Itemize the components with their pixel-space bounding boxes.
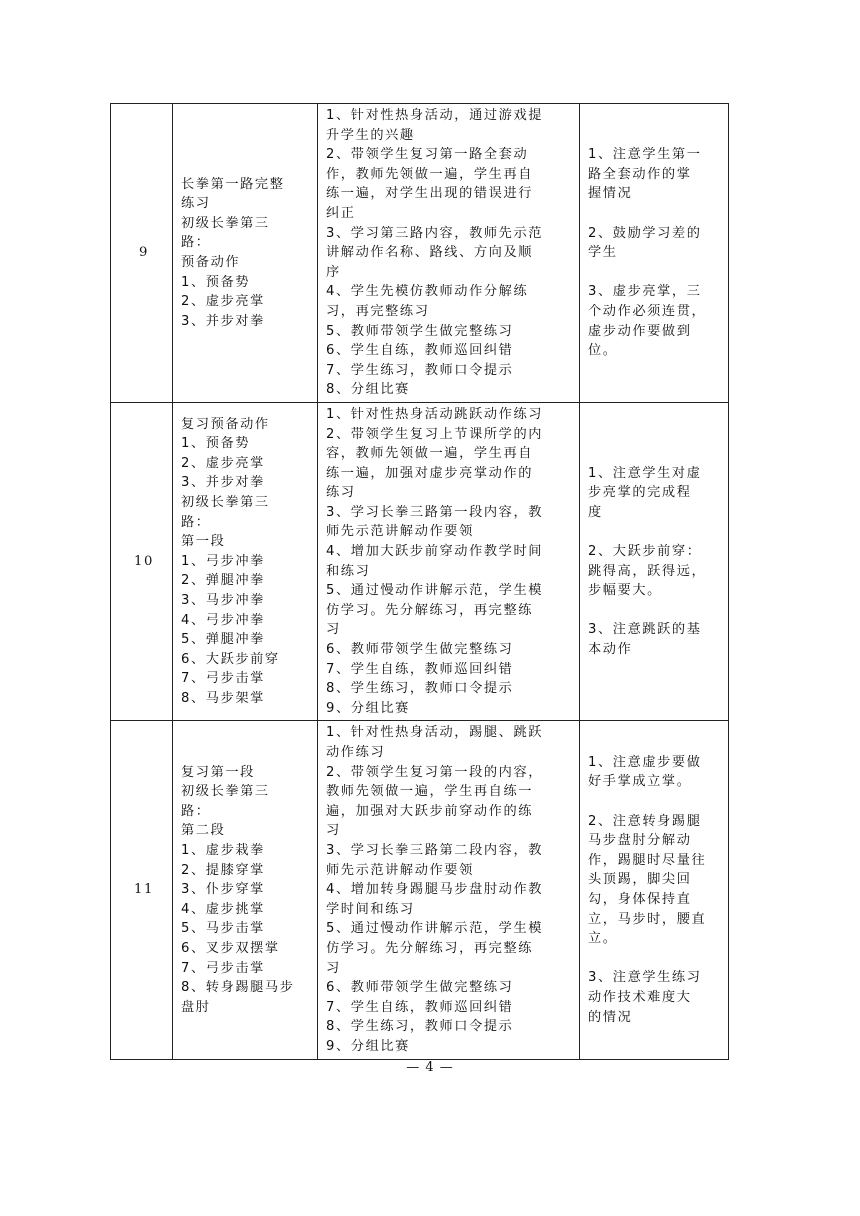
lesson-plan-table bbox=[110, 103, 729, 1060]
note-line: 个动作必须连贯， bbox=[588, 303, 707, 319]
note-line: 的情况 bbox=[588, 1009, 633, 1025]
step-line: 师先示范讲解动作要领 bbox=[326, 524, 474, 540]
content-line: 8、马步架掌 bbox=[181, 691, 265, 707]
step-line: 升学生的兴趣 bbox=[326, 127, 415, 143]
teaching-notes bbox=[580, 721, 729, 1059]
note-line: 1、注意学生对虚 bbox=[588, 465, 702, 481]
content-line: 路： bbox=[181, 514, 211, 530]
content-line: 5、弹腿冲拳 bbox=[181, 632, 265, 648]
content-line: 3、并步对拳 bbox=[181, 313, 265, 329]
content-line: 4、弓步冲拳 bbox=[181, 612, 265, 628]
content-line: 4、虚步挑掌 bbox=[181, 901, 265, 917]
note-line: 动作技术难度大 bbox=[588, 989, 692, 1005]
note-line: 度 bbox=[588, 504, 603, 520]
step-line: 2、带领学生复习第一路全套动 bbox=[326, 147, 529, 163]
content-line: 路： bbox=[181, 235, 211, 251]
step-line: 3、学习第三路内容，教师先示范 bbox=[326, 225, 544, 241]
note-line: 本动作 bbox=[588, 642, 633, 658]
step-line: 练一遍，加强对虚步亮掌动作的 bbox=[326, 465, 534, 481]
step-line: 5、通过慢动作讲解示范，学生模 bbox=[326, 921, 544, 937]
step-line: 纠正 bbox=[326, 205, 356, 221]
content-line: 7、弓步击掌 bbox=[181, 960, 265, 976]
content-line: 1、弓步冲拳 bbox=[181, 553, 265, 569]
note-line: 马步盘肘分解动 bbox=[588, 833, 692, 849]
step-line: 习，再完整练习 bbox=[326, 303, 430, 319]
content-line: 3、仆步穿掌 bbox=[181, 882, 265, 898]
step-line: 习 bbox=[326, 622, 341, 638]
content-line: 第二段 bbox=[181, 823, 226, 839]
content-line: 5、马步击掌 bbox=[181, 921, 265, 937]
content-line: 第一段 bbox=[181, 534, 226, 550]
step-line: 6、教师带领学生做完整练习 bbox=[326, 980, 514, 996]
step-line: 4、增加转身踢腿马步盘肘动作教 bbox=[326, 882, 544, 898]
step-line: 9、分组比赛 bbox=[326, 700, 410, 716]
note-line: 勾，身体保持直 bbox=[588, 891, 692, 907]
note-line: 跳得高，跃得远， bbox=[588, 563, 707, 579]
note-line: 位。 bbox=[588, 343, 618, 359]
step-line: 2、带领学生复习第一段的内容， bbox=[326, 764, 544, 780]
lesson-number: 9 bbox=[111, 104, 173, 403]
step-line: 8、学生练习，教师口令提示 bbox=[326, 681, 514, 697]
step-line: 8、分组比赛 bbox=[326, 382, 410, 398]
step-line: 7、学生自练，教师巡回纠错 bbox=[326, 999, 514, 1015]
step-line: 3、学习长拳三路第二段内容，教 bbox=[326, 842, 544, 858]
step-line: 仿学习。先分解练习，再完整练 bbox=[326, 602, 534, 618]
step-line: 动作练习 bbox=[326, 745, 386, 760]
teaching-notes bbox=[580, 104, 729, 403]
note-spacer bbox=[588, 204, 725, 224]
step-line: 仿学习。先分解练习，再完整练 bbox=[326, 940, 534, 956]
note-line: 作，踢腿时尽量往 bbox=[588, 852, 707, 868]
content-line: 7、弓步击掌 bbox=[181, 671, 265, 687]
content-line: 路： bbox=[181, 803, 211, 819]
content-line: 2、虚步亮掌 bbox=[181, 455, 265, 471]
note-line: 2、鼓励学习差的 bbox=[588, 225, 702, 241]
note-spacer bbox=[588, 522, 725, 542]
note-line: 立。 bbox=[588, 931, 618, 947]
step-line: 习 bbox=[326, 960, 341, 976]
note-line: 2、注意转身踢腿 bbox=[588, 813, 702, 829]
note-line: 路全套动作的掌 bbox=[588, 166, 692, 182]
step-line: 7、学生练习，教师口令提示 bbox=[326, 362, 514, 378]
content-line: 练习 bbox=[181, 196, 211, 212]
note-line: 好手掌成立掌。 bbox=[588, 774, 692, 790]
lesson-row bbox=[111, 104, 729, 403]
step-line: 6、学生自练，教师巡回纠错 bbox=[326, 343, 514, 359]
content-line: 1、预备势 bbox=[181, 274, 251, 290]
step-line: 作，教师先领做一遍，学生再自 bbox=[326, 166, 534, 182]
step-line: 3、学习长拳三路第一段内容，教 bbox=[326, 504, 544, 520]
note-spacer bbox=[588, 601, 725, 621]
step-line: 讲解动作名称、路线、方向及顺 bbox=[326, 245, 534, 261]
step-line: 4、学生先模仿教师动作分解练 bbox=[326, 284, 529, 300]
step-line: 师先示范讲解动作要领 bbox=[326, 862, 474, 878]
content-line: 2、提膝穿掌 bbox=[181, 862, 265, 878]
content-line: 初级长拳第三 bbox=[181, 215, 270, 231]
content-line: 3、马步冲拳 bbox=[181, 593, 265, 609]
note-line: 1、注意虚步要做 bbox=[588, 754, 702, 770]
content-line: 初级长拳第三 bbox=[181, 784, 270, 800]
content-line: 预备动作 bbox=[181, 254, 241, 270]
note-line: 虚步动作要做到 bbox=[588, 323, 692, 339]
step-line: 序 bbox=[326, 264, 341, 280]
step-line: 1、针对性热身活动，踢腿、跳跃 bbox=[326, 725, 544, 741]
note-line: 步幅要大。 bbox=[588, 583, 662, 599]
step-line: 教师先领做一遍，学生再自练一 bbox=[326, 784, 534, 800]
note-line: 1、注意学生第一 bbox=[588, 147, 702, 163]
note-line: 3、注意跳跃的基 bbox=[588, 622, 702, 638]
step-line: 7、学生自练，教师巡回纠错 bbox=[326, 661, 514, 677]
lesson-content bbox=[173, 402, 318, 721]
lesson-content bbox=[173, 104, 318, 403]
step-line: 1、针对性热身活动跳跃动作练习 bbox=[326, 406, 544, 422]
note-spacer bbox=[588, 263, 725, 283]
note-line: 头顶踢，脚尖回 bbox=[588, 872, 692, 888]
lesson-content bbox=[173, 721, 318, 1059]
step-line: 4、增加大跃步前穿动作教学时间 bbox=[326, 544, 544, 560]
teaching-notes bbox=[580, 402, 729, 721]
note-line: 立，马步时，腰直 bbox=[588, 911, 707, 927]
note-spacer bbox=[588, 949, 725, 969]
content-line: 盘肘 bbox=[181, 999, 211, 1015]
content-line: 2、虚步亮掌 bbox=[181, 294, 265, 310]
note-spacer bbox=[588, 792, 725, 812]
step-line: 9、分组比赛 bbox=[326, 1038, 410, 1054]
step-line: 练习 bbox=[326, 485, 356, 501]
step-line: 1、针对性热身活动，通过游戏提 bbox=[326, 108, 544, 123]
note-line: 握情况 bbox=[588, 186, 633, 202]
content-line: 6、叉步双摆掌 bbox=[181, 940, 280, 956]
page-number: — 4 — bbox=[406, 1060, 454, 1075]
content-line: 1、预备势 bbox=[181, 436, 251, 452]
content-line: 6、大跃步前穿 bbox=[181, 651, 280, 667]
teaching-steps bbox=[318, 402, 580, 721]
step-line: 遍，加强对大跃步前穿动作的练 bbox=[326, 803, 534, 819]
note-line: 学生 bbox=[588, 245, 618, 261]
content-line: 复习第一段 bbox=[181, 764, 255, 780]
step-line: 5、通过慢动作讲解示范，学生模 bbox=[326, 583, 544, 599]
note-line: 2、大跃步前穿： bbox=[588, 544, 702, 560]
content-line: 初级长拳第三 bbox=[181, 495, 270, 511]
step-line: 习 bbox=[326, 823, 341, 839]
step-line: 5、教师带领学生做完整练习 bbox=[326, 323, 514, 339]
step-line: 和练习 bbox=[326, 563, 371, 579]
step-line: 练一遍，对学生出现的错误进行 bbox=[326, 186, 534, 202]
note-line: 步亮掌的完成程 bbox=[588, 485, 692, 501]
content-line: 2、弹腿冲拳 bbox=[181, 573, 265, 589]
content-line: 1、虚步栽拳 bbox=[181, 842, 265, 858]
lesson-number: 11 bbox=[111, 721, 173, 1059]
teaching-steps bbox=[318, 104, 580, 403]
teaching-steps bbox=[318, 721, 580, 1059]
content-line: 3、并步对拳 bbox=[181, 475, 265, 491]
lesson-number: 10 bbox=[111, 402, 173, 721]
lesson-plan-body bbox=[111, 104, 729, 1060]
lesson-row bbox=[111, 721, 729, 1059]
step-line: 6、教师带领学生做完整练习 bbox=[326, 642, 514, 658]
content-line: 复习预备动作 bbox=[181, 416, 270, 432]
step-line: 容，教师先领做一遍，学生再自 bbox=[326, 446, 534, 462]
step-line: 2、带领学生复习上节课所学的内 bbox=[326, 426, 544, 442]
lesson-row bbox=[111, 402, 729, 721]
step-line: 8、学生练习，教师口令提示 bbox=[326, 1019, 514, 1035]
content-line: 长拳第一路完整 bbox=[181, 176, 285, 192]
note-line: 3、注意学生练习 bbox=[588, 970, 702, 986]
content-line: 8、转身踢腿马步 bbox=[181, 980, 295, 996]
step-line: 学时间和练习 bbox=[326, 901, 415, 917]
note-line: 3、虚步亮掌，三 bbox=[588, 284, 702, 300]
